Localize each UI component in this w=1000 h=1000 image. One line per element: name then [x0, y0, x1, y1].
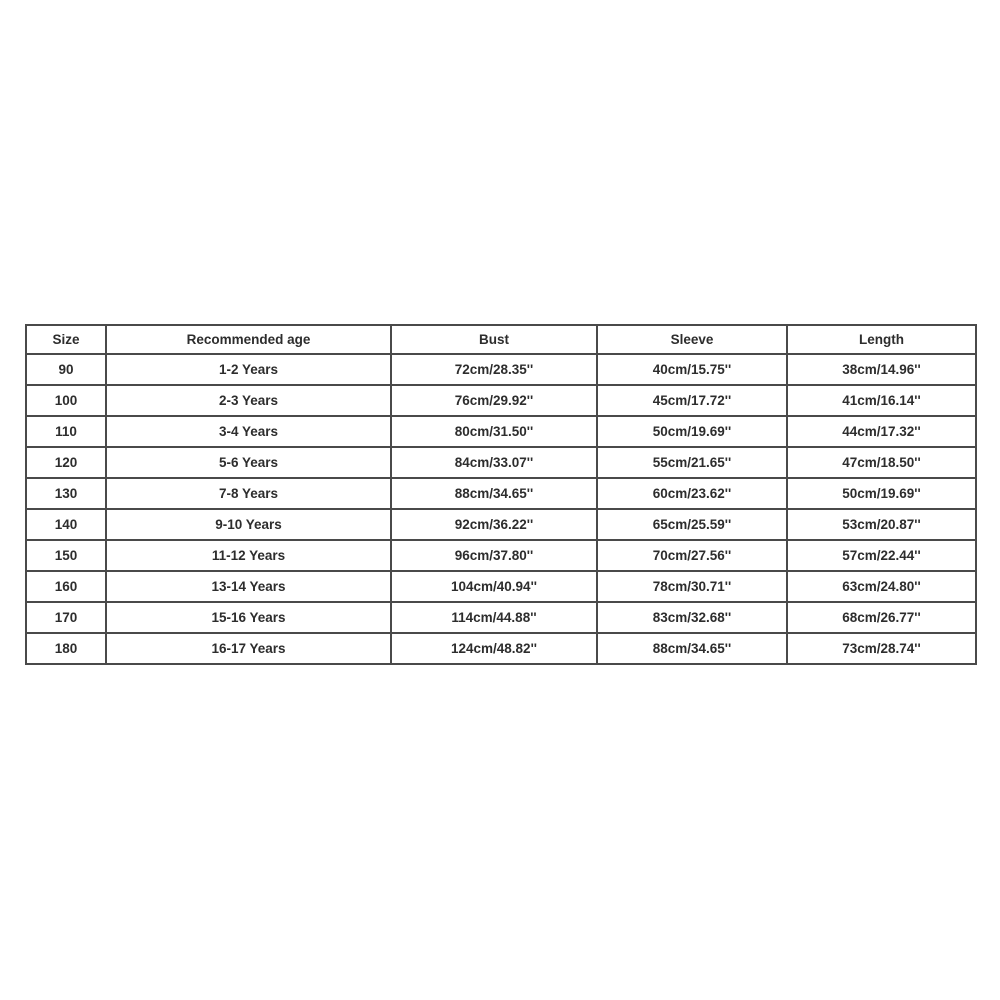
table-cell: 92cm/36.22''	[391, 509, 597, 540]
table-row	[26, 571, 976, 602]
table-cell: 73cm/28.74''	[787, 633, 976, 664]
column-header: Sleeve	[597, 325, 787, 354]
table-cell: 57cm/22.44''	[787, 540, 976, 571]
column-header: Size	[26, 325, 106, 354]
table-cell: 130	[26, 478, 106, 509]
table-cell: 53cm/20.87''	[787, 509, 976, 540]
table-cell: 38cm/14.96''	[787, 354, 976, 385]
table-cell: 68cm/26.77''	[787, 602, 976, 633]
table-cell: 80cm/31.50''	[391, 416, 597, 447]
table-row	[26, 602, 976, 633]
table-cell: 9-10 Years	[106, 509, 391, 540]
table-cell: 90	[26, 354, 106, 385]
table-cell: 150	[26, 540, 106, 571]
table-cell: 100	[26, 385, 106, 416]
table-row	[26, 385, 976, 416]
table-cell: 72cm/28.35''	[391, 354, 597, 385]
table-cell: 114cm/44.88''	[391, 602, 597, 633]
table-cell: 55cm/21.65''	[597, 447, 787, 478]
table-cell: 2-3 Years	[106, 385, 391, 416]
table-cell: 60cm/23.62''	[597, 478, 787, 509]
table-cell: 120	[26, 447, 106, 478]
table-cell: 104cm/40.94''	[391, 571, 597, 602]
table-cell: 88cm/34.65''	[391, 478, 597, 509]
table-cell: 140	[26, 509, 106, 540]
table-row	[26, 354, 976, 385]
table-cell: 160	[26, 571, 106, 602]
table-cell: 11-12 Years	[106, 540, 391, 571]
table-body	[26, 354, 976, 664]
table-row	[26, 416, 976, 447]
table-cell: 83cm/32.68''	[597, 602, 787, 633]
table-cell: 110	[26, 416, 106, 447]
table-row	[26, 447, 976, 478]
table-cell: 70cm/27.56''	[597, 540, 787, 571]
table-cell: 76cm/29.92''	[391, 385, 597, 416]
table-cell: 44cm/17.32''	[787, 416, 976, 447]
table-cell: 84cm/33.07''	[391, 447, 597, 478]
table-cell: 96cm/37.80''	[391, 540, 597, 571]
column-header: Length	[787, 325, 976, 354]
table-cell: 50cm/19.69''	[787, 478, 976, 509]
table-cell: 65cm/25.59''	[597, 509, 787, 540]
table-cell: 15-16 Years	[106, 602, 391, 633]
table-row	[26, 478, 976, 509]
table-cell: 63cm/24.80''	[787, 571, 976, 602]
table-cell: 78cm/30.71''	[597, 571, 787, 602]
column-header: Bust	[391, 325, 597, 354]
table-cell: 88cm/34.65''	[597, 633, 787, 664]
table-cell: 170	[26, 602, 106, 633]
table-cell: 1-2 Years	[106, 354, 391, 385]
table-header	[26, 325, 976, 354]
table-cell: 50cm/19.69''	[597, 416, 787, 447]
size-chart-container	[25, 324, 975, 665]
table-cell: 180	[26, 633, 106, 664]
table-cell: 5-6 Years	[106, 447, 391, 478]
table-cell: 41cm/16.14''	[787, 385, 976, 416]
table-cell: 45cm/17.72''	[597, 385, 787, 416]
table-cell: 16-17 Years	[106, 633, 391, 664]
table-row	[26, 540, 976, 571]
table-cell: 40cm/15.75''	[597, 354, 787, 385]
table-cell: 13-14 Years	[106, 571, 391, 602]
column-header: Recommended age	[106, 325, 391, 354]
table-cell: 47cm/18.50''	[787, 447, 976, 478]
header-row	[26, 325, 976, 354]
table-row	[26, 509, 976, 540]
table-cell: 124cm/48.82''	[391, 633, 597, 664]
table-row	[26, 633, 976, 664]
table-cell: 3-4 Years	[106, 416, 391, 447]
size-chart-table	[25, 324, 977, 665]
table-cell: 7-8 Years	[106, 478, 391, 509]
